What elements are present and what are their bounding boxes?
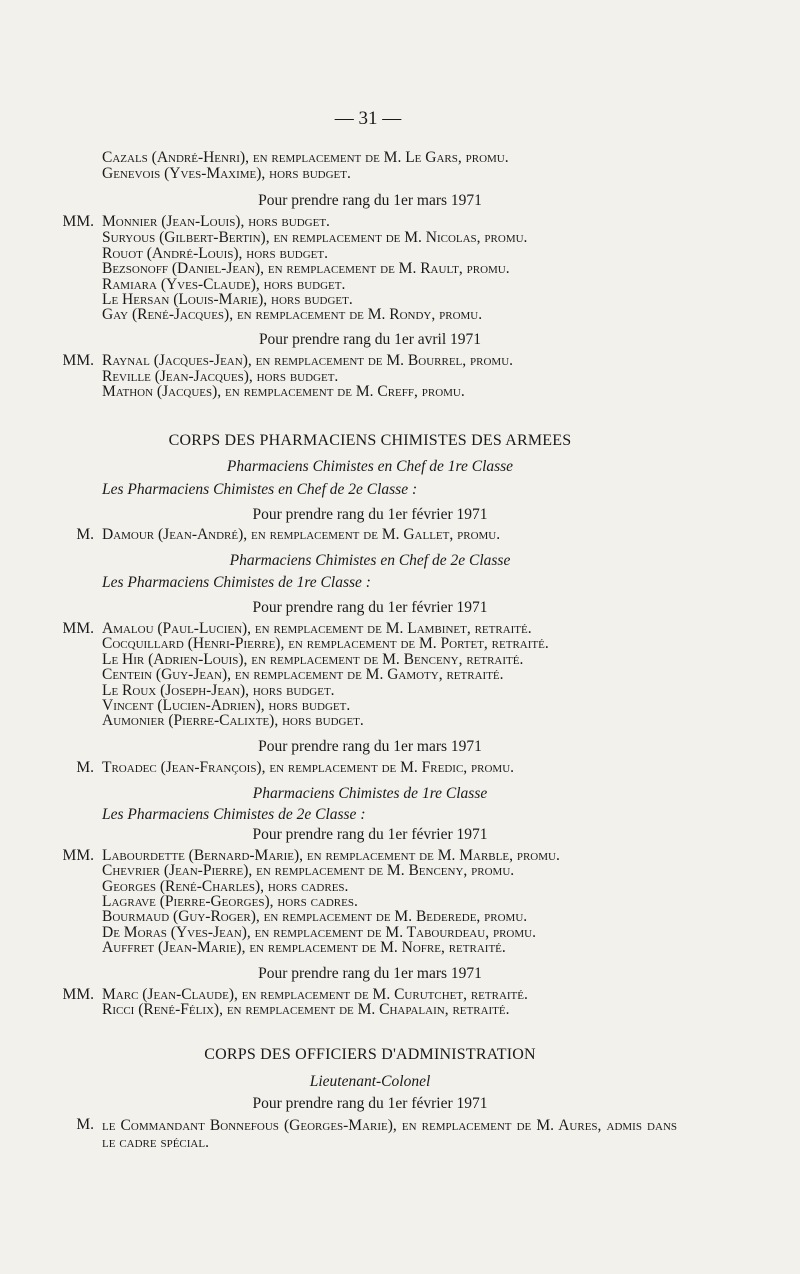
list-item: De Moras (Yves-Jean), en remplacement de M. Tabourdeau, promu. [102,924,536,941]
list-item: Raynal (Jacques-Jean), en remplacement de M. Bourrel, promu. [102,352,514,369]
list-item: Auffret (Jean-Marie), en remplacement de M. Nofre, retraité. [102,939,506,956]
list-item: Amalou (Paul-Lucien), en remplacement de M. Lambinet, retraité. [102,620,532,637]
list-item: Aumonier (Pierre-Calixte), hors budget. [102,712,364,729]
prefix: M. [76,759,94,776]
subheading: Les Pharmaciens Chimistes en Chef de 2e Classe : [102,481,418,498]
list-item: Bourmaud (Guy-Roger), en remplacement de M. Bederede, promu. [102,908,528,925]
prefix: MM. [62,620,94,637]
subheading: Pharmaciens Chimistes de 1re Classe [252,785,488,802]
list-item: Reville (Jean-Jacques), hors budget. [102,368,339,385]
prefix: MM. [62,213,94,230]
subheading: Pharmaciens Chimistes en Chef de 2e Classe [229,552,511,569]
list-item: Chevrier (Jean-Pierre), en remplacement de M. Benceny, promu. [102,862,515,879]
list-item: Marc (Jean-Claude), en remplacement de M. Curutchet, retraité. [102,986,528,1003]
list-item: le Commandant Bonnefous (Georges-Marie), en remplacement de M. Aures, admis dans le cadre spécial. [102,1117,677,1151]
date-line: Pour prendre rang du 1er mars 1971 [258,965,482,982]
date-line: Pour prendre rang du 1er février 1971 [252,506,488,523]
list-item: Lagrave (Pierre-Georges), hors cadres. [102,893,358,910]
subheading: Les Pharmaciens Chimistes de 2e Classe : [102,806,366,823]
date-line: Pour prendre rang du 1er mars 1971 [258,192,482,209]
list-item: Troadec (Jean-François), en remplacement de M. Fredic, promu. [102,759,515,776]
list-item: Genevois (Yves-Maxime), hors budget. [102,165,351,182]
list-item: Suryous (Gilbert-Bertin), en remplacement de M. Nicolas, promu. [102,229,528,246]
list-item: Bezsonoff (Daniel-Jean), en remplacement de M. Rault, promu. [102,260,510,277]
page-number: — 31 — [334,108,402,129]
list-item: Ramiara (Yves-Claude), hors budget. [102,276,346,293]
date-line: Pour prendre rang du 1er mars 1971 [258,738,482,755]
list-item: Vincent (Lucien-Adrien), hors budget. [102,697,351,714]
date-line: Pour prendre rang du 1er février 1971 [252,826,488,843]
date-line: Pour prendre rang du 1er avril 1971 [258,331,482,348]
prefix: MM. [62,352,94,369]
subheading: Les Pharmaciens Chimistes de 1re Classe : [102,574,371,591]
list-item: Damour (Jean-André), en remplacement de M. Gallet, promu. [102,526,501,543]
date-line: Pour prendre rang du 1er février 1971 [252,599,488,616]
list-item: Monnier (Jean-Louis), hors budget. [102,213,330,230]
list-item: Cazals (André-Henri), en remplacement de M. Le Gars, promu. [102,149,509,166]
section-heading: CORPS DES OFFICIERS D'ADMINISTRATION [204,1046,536,1063]
list-item: Ricci (René-Félix), en remplacement de M. Chapalain, retraité. [102,1001,510,1018]
prefix: M. [76,1116,94,1133]
list-item: Cocquillard (Henri-Pierre), en remplacement de M. Portet, retraité. [102,635,549,652]
list-item: Le Hersan (Louis-Marie), hors budget. [102,291,353,308]
list-item: Centein (Guy-Jean), en remplacement de M. Gamoty, retraité. [102,666,504,683]
date-line: Pour prendre rang du 1er février 1971 [252,1095,488,1112]
section-heading: CORPS DES PHARMACIENS CHIMISTES DES ARMEES [168,432,572,449]
list-item: Le Roux (Joseph-Jean), hors budget. [102,682,335,699]
subheading: Pharmaciens Chimistes en Chef de 1re Classe [226,458,514,475]
prefix: M. [76,526,94,543]
list-item: Rouot (André-Louis), hors budget. [102,245,328,262]
list-item: Le Hir (Adrien-Louis), en remplacement de M. Benceny, retraité. [102,651,524,668]
prefix: MM. [62,986,94,1003]
subheading: Lieutenant-Colonel [309,1073,431,1090]
list-item: Mathon (Jacques), en remplacement de M. Creff, promu. [102,383,465,400]
list-item: Gay (René-Jacques), en remplacement de M. Rondy, promu. [102,306,483,323]
list-item: Georges (René-Charles), hors cadres. [102,878,349,895]
list-item: Labourdette (Bernard-Marie), en remplacement de M. Marble, promu. [102,847,560,864]
prefix: MM. [62,847,94,864]
